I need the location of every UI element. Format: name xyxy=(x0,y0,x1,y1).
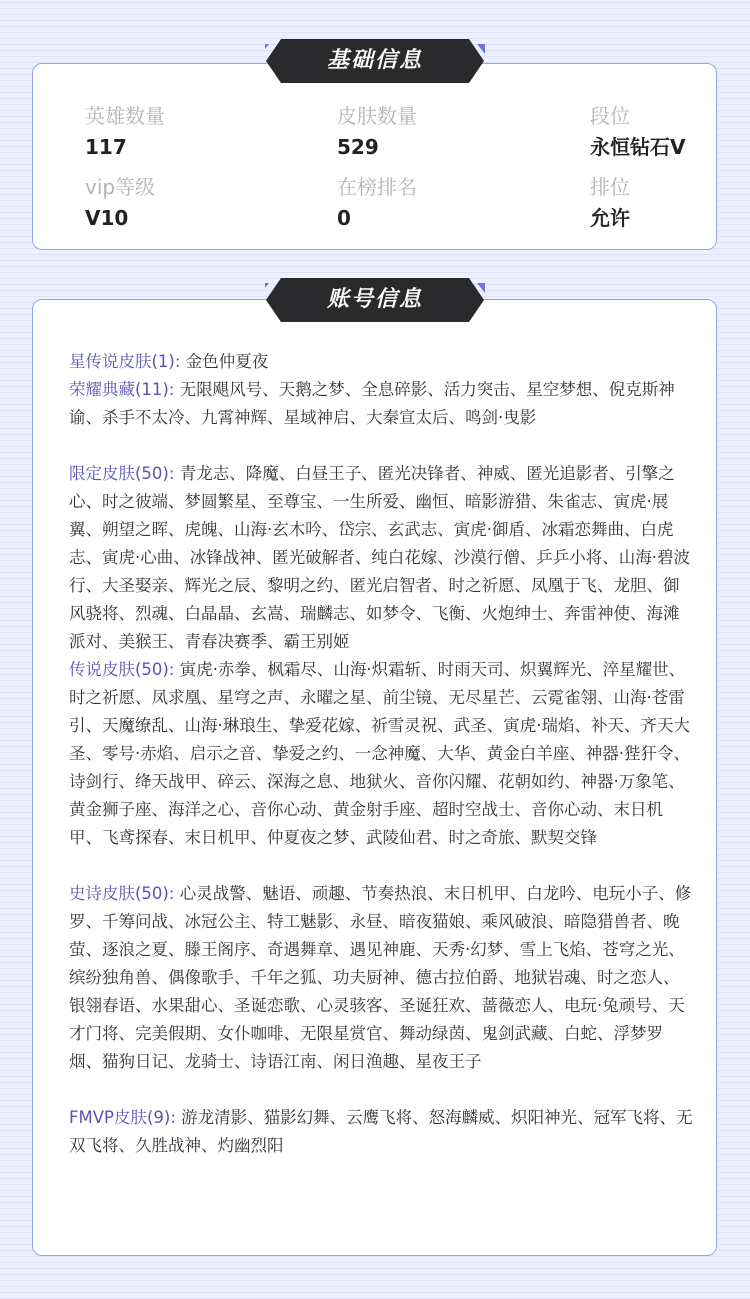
stat-value: V10 xyxy=(85,206,129,230)
stat-skin-count xyxy=(337,102,417,161)
skin-category-list xyxy=(69,348,693,1160)
stat-value: 529 xyxy=(337,135,379,159)
category-legend xyxy=(69,656,693,852)
stat-label: 段位 xyxy=(590,104,630,128)
stat-hero-count xyxy=(85,102,165,161)
category-label: FMVP皮肤(9): xyxy=(69,1108,176,1127)
category-items: 游龙清影、猫影幻舞、云鹰飞将、怒海麟威、炽阳神光、冠军飞将、无双飞将、久胜战神、灼幽烈阳 xyxy=(69,1108,693,1155)
category-label: 星传说皮肤(1): xyxy=(69,352,181,371)
category-glory-collection xyxy=(69,376,693,432)
stat-rank-tier xyxy=(590,102,685,161)
stat-ranked-allowed xyxy=(590,173,630,232)
stat-value: 0 xyxy=(337,206,351,230)
category-star-legend xyxy=(69,348,693,376)
category-items: 金色仲夏夜 xyxy=(185,352,269,371)
section-title: 基础信息 xyxy=(326,48,423,73)
stat-label: vip等级 xyxy=(85,175,156,199)
category-label: 传说皮肤(50): xyxy=(69,660,175,679)
category-items: 寅虎·赤拳、枫霜尽、山海·炽霜斩、时雨天司、炽翼辉光、淬星耀世、时之祈愿、凤求凰、星穹之声、永曜之星、前尘镜、无尽星芒、云霓雀翎、山海·苍雷引、天魔缭乱、山海·琳琅生、挚爱花嫁、祈雪灵祝、武圣、寅虎·瑞焰、补天、齐天大圣、零号·赤焰、启示之音、挚爱之约、一念神魔、大华、黄金白羊座、神器·狴犴令、诗剑行、绛天战甲、碎云、深海之息、地狱火、音你闪耀、花朝如约、神器·万象笔、黄金狮子座、海洋之心、音你心动、黄金射手座、超时空战士、音你心动、末日机甲、飞鸢探春、末日机甲、仲夏夜之梦、武陵仙君、时之奇旅、默契交锋 xyxy=(69,660,690,847)
category-label: 荣耀典藏(11): xyxy=(69,380,175,399)
category-label: 史诗皮肤(50): xyxy=(69,884,175,903)
stat-value: 永恒钻石V xyxy=(590,135,686,159)
stat-label: 皮肤数量 xyxy=(337,104,417,128)
account-info-title-tab xyxy=(265,277,485,323)
category-epic xyxy=(69,880,693,1076)
category-items: 心灵战警、魅语、顽趣、节奏热浪、末日机甲、白龙吟、电玩小子、修罗、千筹问战、冰冠公主、特工魅影、永昼、暗夜猫娘、乘风破浪、暗隐猎兽者、晚萤、逐浪之夏、滕王阁序、奇遇舞章、遇见神鹿、天秀·幻梦、雪上飞焰、苍穹之光、缤纷独角兽、偶像歌手、千年之狐、功夫厨神、德古拉伯爵、地狱岩魂、时之恋人、银翎春语、水果甜心、圣诞恋歌、心灵骇客、圣诞狂欢、蔷薇恋人、电玩·兔顽号、天才门将、完美假期、女仆咖啡、无限星赏官、舞动绿茵、鬼剑武藏、白蛇、浮梦罗烟、猫狗日记、龙骑士、诗语江南、闲日渔趣、星夜王子 xyxy=(69,884,692,1071)
category-limited xyxy=(69,460,693,656)
stat-label: 英雄数量 xyxy=(85,104,165,128)
account-info-card xyxy=(32,299,717,1256)
stat-value: 117 xyxy=(85,135,127,159)
stat-vip-level xyxy=(85,173,155,232)
section-title: 账号信息 xyxy=(326,287,423,312)
category-label: 限定皮肤(50): xyxy=(69,464,175,483)
category-fmvp xyxy=(69,1104,693,1160)
stat-label: 在榜排名 xyxy=(337,175,417,199)
category-items: 青龙志、降魔、白昼王子、匿光决锋者、神威、匿光追影者、引擎之心、时之彼端、梦圆繁星、至尊宝、一生所爱、幽恒、暗影游猎、朱雀志、寅虎·展翼、朔望之晖、虎魄、山海·玄木吟、岱宗、玄武志、寅虎·御盾、冰霜恋舞曲、白虎志、寅虎·心曲、冰锋战神、匿光破解者、纯白花嫁、沙漠行僧、乒乒小将、山海·碧波行、大圣娶亲、辉光之辰、黎明之约、匿光启智者、时之祈愿、凤凰于飞、龙胆、御风骁将、烈魂、白晶晶、玄嵩、瑞麟志、如梦令、飞衡、火炮绅士、奔雷神使、海滩派对、美猴王、青春决赛季、霸王别姬 xyxy=(69,464,690,651)
category-items: 无限飓风号、天鹅之梦、全息碎影、活力突击、星空梦想、倪克斯神谕、杀手不太冷、九霄神辉、星域神启、大秦宣太后、鸣剑·曳影 xyxy=(69,380,675,427)
stat-label: 排位 xyxy=(590,175,630,199)
basic-info-card xyxy=(32,63,717,250)
stat-leaderboard-rank xyxy=(337,173,417,232)
stat-value: 允许 xyxy=(590,206,630,230)
basic-info-title-tab xyxy=(265,38,485,84)
